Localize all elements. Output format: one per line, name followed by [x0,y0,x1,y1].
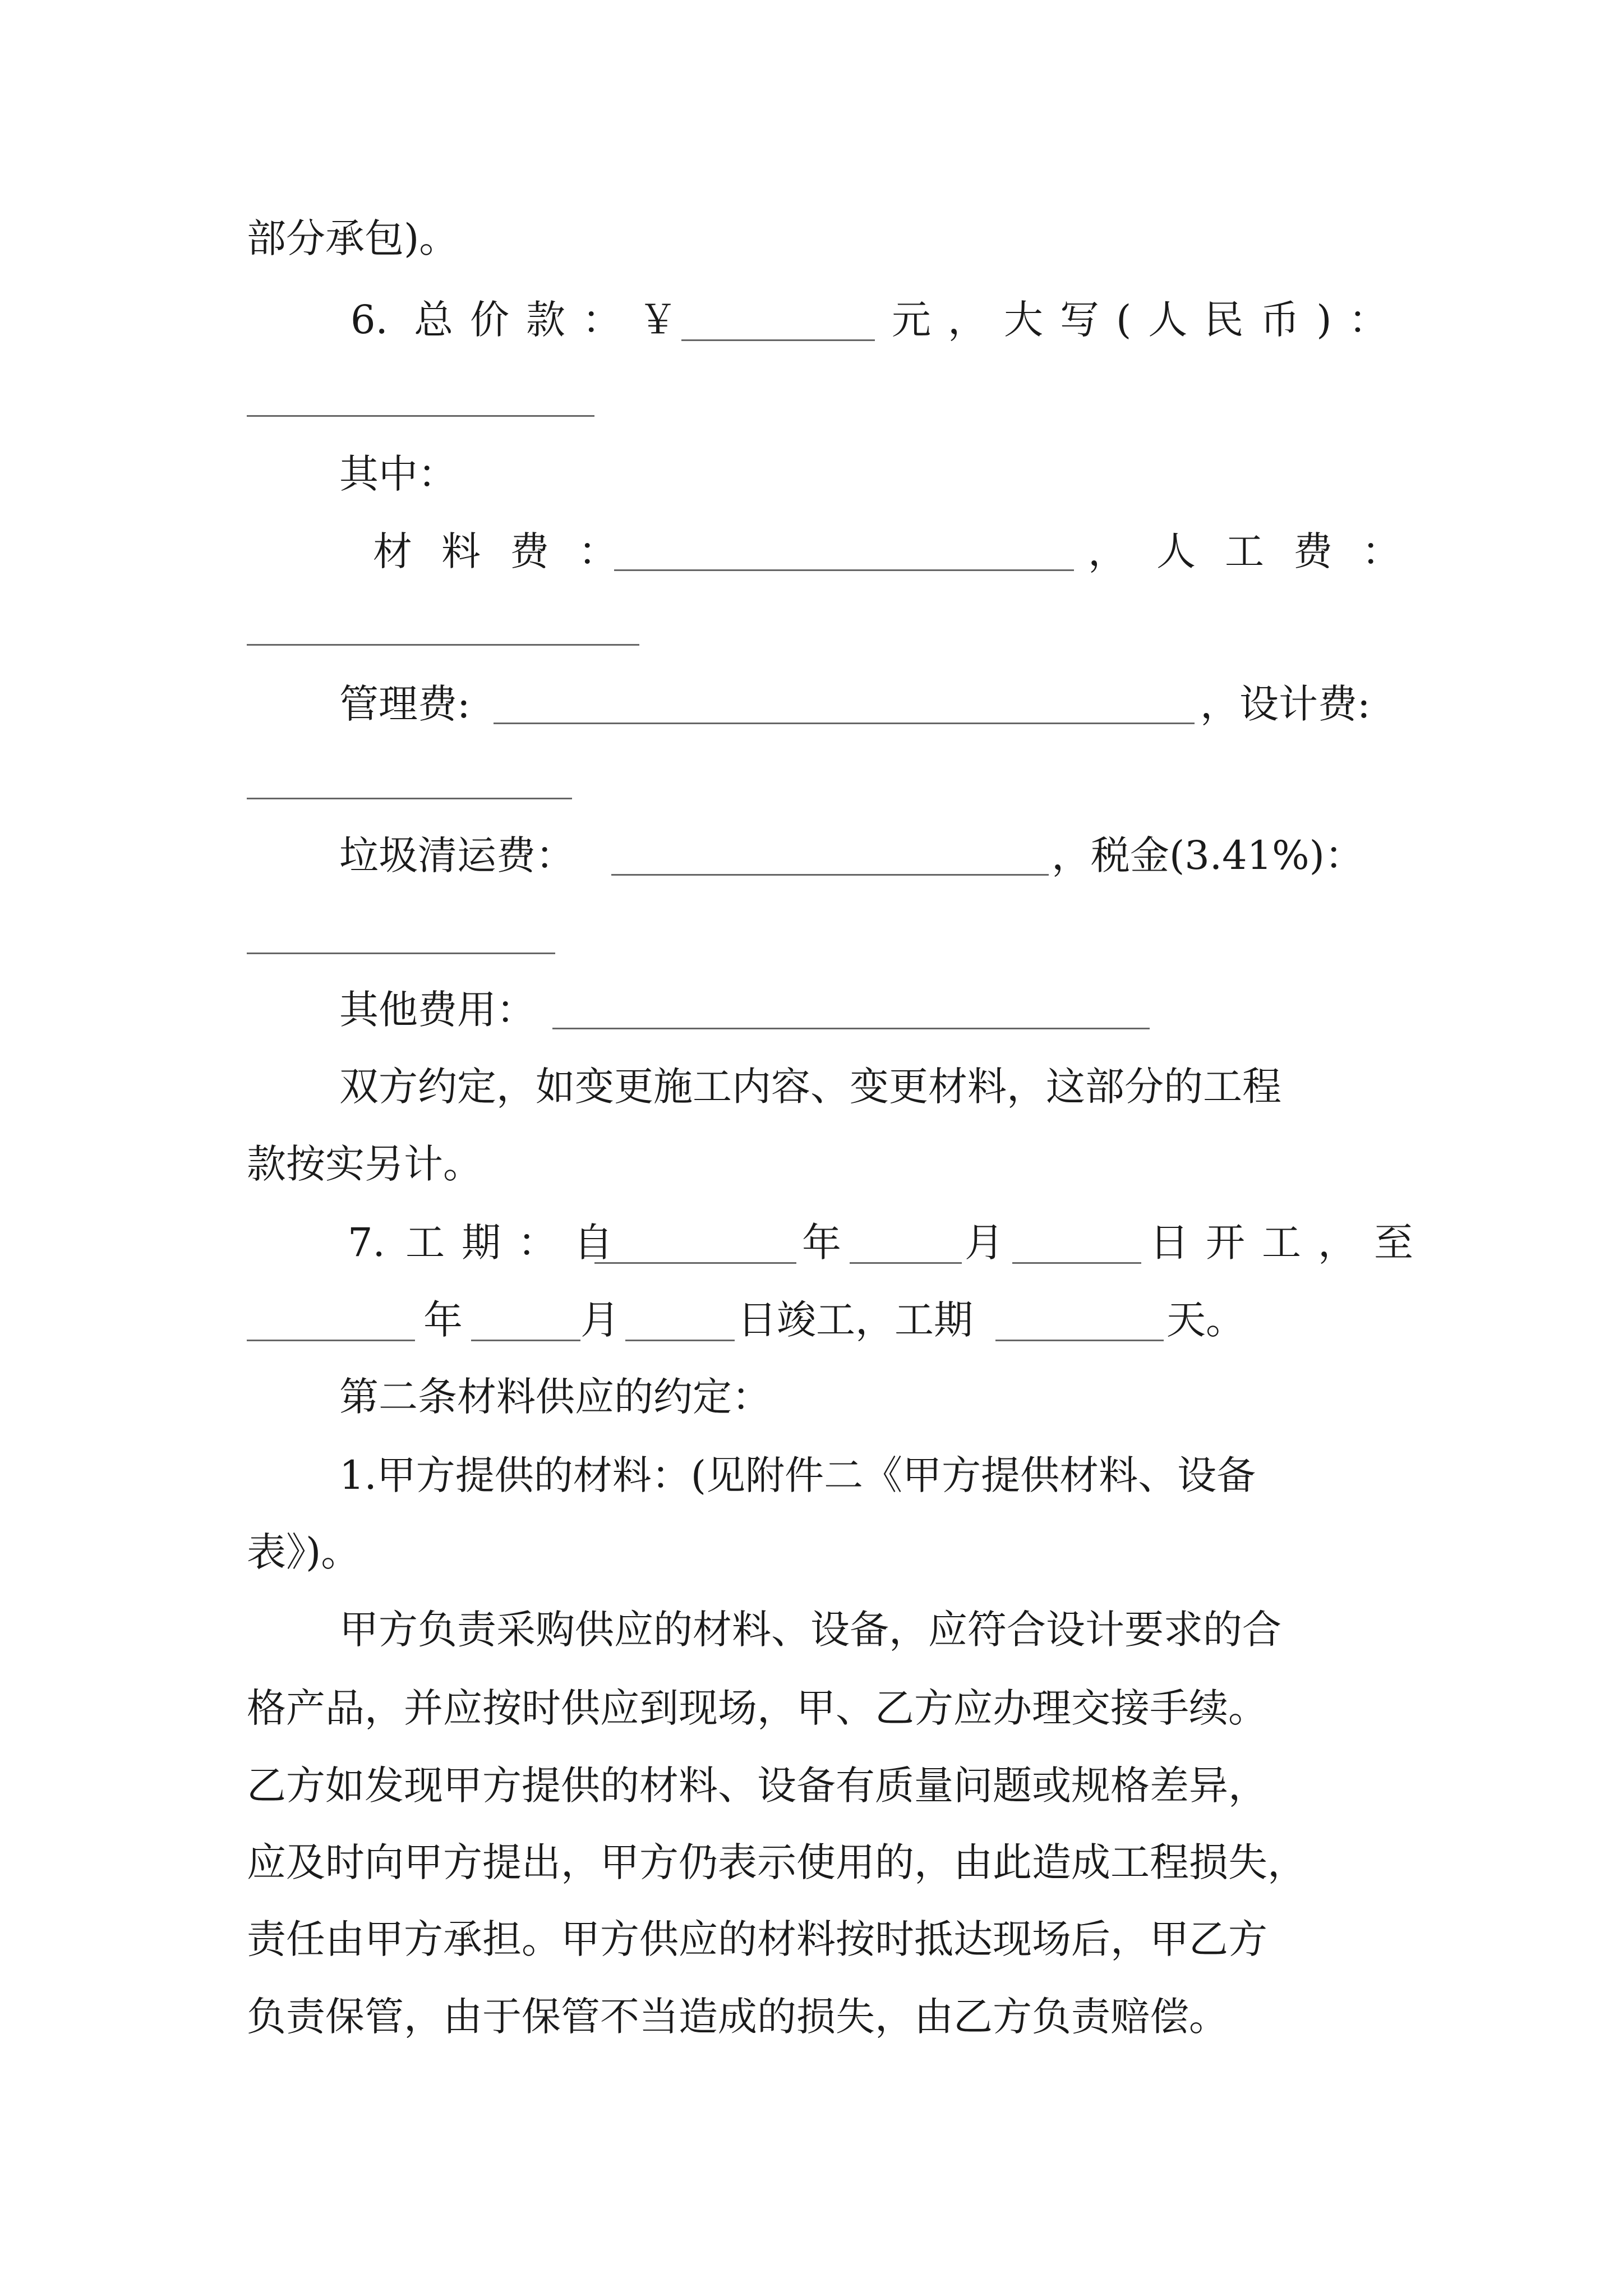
end-month-blank[interactable] [471,1340,580,1341]
garbage-fee-label: 垃圾清运费： [339,832,575,878]
text-line [737,1289,973,1351]
text-line [1052,825,1364,886]
text-line [339,1444,1256,1506]
start-month-blank[interactable] [850,1262,962,1264]
period-line [348,1212,630,1273]
text-line [339,1599,1281,1660]
text-line [247,1908,1267,1970]
text-segment: 表》)。 [247,1529,361,1575]
days-label: 天。 [1166,1297,1245,1343]
text-segment: 格产品，并应按时供应到现场，甲、乙方应办理交接手续。 [247,1685,1267,1731]
text-segment: 乙方如发现甲方提供的材料、设备有质量问题或规格差异， [247,1763,1267,1809]
text-line [339,1056,1281,1117]
material-fee-label: 材料费： [373,528,647,574]
amount-words-blank[interactable] [247,415,594,417]
total-price-line [351,289,694,351]
text-line [580,1289,620,1351]
text-line [1166,1289,1245,1351]
start-day-blank[interactable] [1012,1262,1141,1264]
amount-words-label: 元，大写(人民币)： [892,297,1405,343]
total-price-blank[interactable] [681,339,875,341]
year-label: 年 [802,1220,841,1266]
management-fee-line [339,673,471,735]
tax-blank[interactable] [247,953,555,954]
section-heading [339,1366,771,1428]
total-price-label: 总价款：￥ [414,297,695,343]
garbage-fee-blank[interactable] [611,874,1049,876]
month-label: 月 [965,1220,1004,1266]
end-day-blank[interactable] [625,1340,735,1341]
other-fee-blank[interactable] [552,1028,1150,1029]
material-fee-blank[interactable] [614,569,1074,571]
design-fee-label: ，设计费: [1200,681,1371,727]
design-fee-blank[interactable] [247,798,572,799]
text-line [423,1289,463,1351]
text-segment: 其中： [339,451,457,497]
text-line [247,1677,1267,1739]
start-label: 日开工，至 [1150,1220,1430,1266]
text-segment: 部分承包)。 [247,215,459,261]
text-line [892,289,1405,351]
end-year-blank[interactable] [247,1340,415,1341]
duration-blank[interactable] [995,1340,1164,1341]
text-line [802,1212,841,1273]
text-line [247,1986,1228,2047]
text-segment: 双方约定，如变更施工内容、变更材料，这部分的工程 [339,1064,1281,1110]
tax-label: ，税金(3.41%)： [1052,832,1364,878]
material-fee-line [373,521,647,582]
management-fee-label: 管理费: [339,681,471,727]
text-line [965,1212,1004,1273]
text-line [1088,521,1430,582]
text-segment: 1.甲方提供的材料：(见附件二《甲方提供材料、设备 [339,1452,1256,1498]
text-segment: 甲方负责采购供应的材料、设备，应符合设计要求的合 [339,1607,1281,1653]
item-number: 6. [351,297,388,343]
text-line [247,208,458,269]
period-label: 工期：自 [405,1220,630,1266]
other-fee-label: 其他费用： [339,987,536,1033]
text-segment: 应及时向甲方提出，甲方仍表示使用的，由此造成工程损失， [247,1839,1307,1885]
garbage-fee-line [339,825,575,886]
text-segment: 第二条材料供应的约定： [339,1374,771,1420]
labor-fee-blank[interactable] [247,644,639,646]
text-segment: 负责保管，由于保管不当造成的损失，由乙方负责赔偿。 [247,1994,1228,2040]
text-line [339,443,457,505]
start-year-blank[interactable] [594,1262,796,1264]
management-fee-blank[interactable] [494,723,1195,724]
text-line [247,1832,1307,1893]
year-label: 年 [423,1297,463,1343]
text-line [247,1521,360,1583]
item-number: 7. [348,1220,385,1266]
text-line [247,1133,482,1195]
month-label: 月 [580,1297,620,1343]
text-line [1150,1212,1430,1273]
text-line [1200,673,1371,735]
text-segment: 责任由甲方承担。甲方供应的材料按时抵达现场后，甲乙方 [247,1916,1267,1962]
text-segment: 款按实另计。 [247,1141,482,1187]
labor-fee-label: ，人工费： [1088,528,1430,574]
end-label: 日竣工，工期 [737,1297,973,1343]
text-line [247,1755,1267,1816]
other-fee-line [339,979,536,1041]
